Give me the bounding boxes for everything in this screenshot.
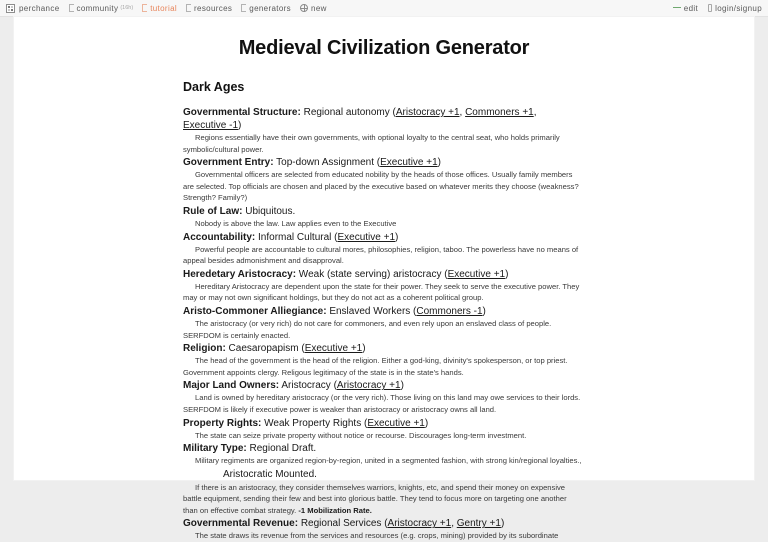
generator-entry-value: Informal Cultural ( xyxy=(255,231,338,243)
section-heading-dark-ages: Dark Ages xyxy=(183,80,245,94)
generator-entry-value-end: ) xyxy=(505,268,509,280)
generator-entry-description: Nobody is above the law. Law applies even to the Executive xyxy=(195,218,397,228)
book-icon xyxy=(186,4,191,12)
entry-governmental-revenue-description: The state draws its revenue from the services and resources (e.g. crops, mining) provided by its subordinate xyxy=(195,531,559,541)
book-icon xyxy=(241,4,246,12)
entry-governmental-revenue-modifiers xyxy=(388,518,501,529)
entry-military-sub-value: Aristocratic Mounted. xyxy=(223,468,317,480)
generator-entry-line xyxy=(183,417,582,430)
entry-governmental-revenue xyxy=(183,517,582,542)
generator-entry-line xyxy=(183,231,582,244)
entry-governmental-revenue-label: Governmental Revenue: xyxy=(183,518,299,530)
generator-entry-description: Regions essentially have their own governments, with optional loyalty to the central seat, who holds primarily symbolic/cultural power. xyxy=(183,133,560,154)
nav-item-tutorial-label: tutorial xyxy=(150,3,177,13)
generator-entry-value-end: ) xyxy=(437,157,442,169)
generator-entry-label: Religion: xyxy=(183,343,226,355)
stat-modifier: Aristocracy +1 xyxy=(395,107,460,118)
stat-modifier: Executive +1 xyxy=(380,157,438,169)
generator-entry xyxy=(183,305,582,341)
generator-entry xyxy=(183,205,582,230)
generator-entry-value: Enslaved Workers ( xyxy=(326,305,417,317)
generator-entry-line xyxy=(183,379,582,392)
nav-left-group xyxy=(6,4,663,13)
generator-entry xyxy=(183,106,582,155)
generator-entry xyxy=(183,156,582,204)
nav-item-brand[interactable] xyxy=(6,4,60,13)
stat-modifier: Aristocracy +1 xyxy=(387,518,452,530)
nav-item-generators[interactable] xyxy=(241,4,291,13)
nav-item-community-label: community xyxy=(76,3,119,13)
generator-entry-description: The aristocracy (or very rich) do not care for commoners, and even rely upon an enslaved class of people. SERFDOM is certainly enacted. xyxy=(183,318,552,340)
generator-entry-label: Major Land Owners: xyxy=(183,380,280,392)
generator-output-card xyxy=(14,17,754,541)
generator-entry-description: Land is owned by hereditary aristocracy (or the very rich). Those living on this land may owe services to their lords. SERFDOM is likely if executive power is weaker than aristocracy or aristocracy owns all land. xyxy=(183,393,581,414)
generator-entry-value-end: ) xyxy=(362,343,366,355)
top-navigation-bar xyxy=(0,0,768,17)
pencil-icon xyxy=(673,7,681,8)
generator-entry-line xyxy=(183,106,582,132)
entry-military-mobilization-modifier: -1 Mobilization Rate. xyxy=(298,505,372,515)
generator-entry-line xyxy=(183,205,582,218)
generator-entry-line xyxy=(183,342,582,355)
stat-modifier: Executive +1 xyxy=(304,343,363,355)
nav-item-community[interactable] xyxy=(69,4,134,13)
book-icon xyxy=(142,4,147,12)
nav-item-resources-label: resources xyxy=(194,3,233,13)
generator-entry-line xyxy=(183,305,582,318)
edit-button[interactable] xyxy=(673,4,698,13)
entry-list xyxy=(183,106,582,441)
login-signup-label: login/signup xyxy=(715,3,762,13)
entry-governmental-revenue-value-end: ) xyxy=(500,518,505,530)
stat-modifier: Commoners -1 xyxy=(416,305,483,317)
generator-entry-label: Aristo-Commoner Alliegiance: xyxy=(183,305,327,317)
generator-entry-description: Hereditary Aristocracy are dependent upon the state for their power. They seek to serve the executive power. They may or may not own significant holdings, but they do not act as a coherent political group. xyxy=(183,281,580,303)
entry-military-sub-description xyxy=(183,482,582,517)
user-icon xyxy=(708,4,712,12)
generator-content xyxy=(14,80,582,542)
entry-governmental-revenue-value: Regional Services ( xyxy=(300,518,388,530)
nav-item-resources[interactable] xyxy=(186,4,232,13)
generator-entry-modifiers xyxy=(337,232,395,243)
nav-item-generators-label: generators xyxy=(249,3,292,13)
stat-modifier: Executive +1 xyxy=(367,417,425,429)
generator-entry-description: The state can seize private property without notice or recourse. Discourages long-term investment. xyxy=(195,430,527,440)
perchance-logo-icon xyxy=(6,4,15,13)
generator-entry-modifiers xyxy=(447,268,509,280)
generator-entry-label: Rule of Law: xyxy=(183,205,243,217)
generator-entry xyxy=(183,342,582,378)
generator-entry-label: Accountability: xyxy=(183,231,256,243)
page-background xyxy=(0,17,768,541)
edit-button-label: edit xyxy=(683,3,699,13)
generator-entry-line xyxy=(183,156,582,169)
nav-item-new-label: new xyxy=(311,3,327,13)
generator-entry-modifiers xyxy=(367,418,425,429)
entry-military-sub-description-text: If there is an aristocracy, they consider themselves warriors, knights, etc, and spend their money on expensive battle equipment, sending their few and best into glorious battle. They tend to focus more on targeting one another than on effective combat strategy. xyxy=(183,482,567,515)
entry-military-type-line xyxy=(183,442,582,455)
modifier-separator: , xyxy=(451,518,457,530)
generator-entry xyxy=(183,268,582,304)
entry-governmental-revenue-line xyxy=(183,517,582,530)
modifier-separator: , xyxy=(533,107,537,118)
generator-entry-value: Aristocracy ( xyxy=(279,380,337,392)
generator-entry-value-end: ) xyxy=(424,417,429,429)
generator-entry-modifiers xyxy=(304,343,366,355)
stat-modifier: Executive +1 xyxy=(337,231,396,243)
generator-entry-value: Caesaropapism ( xyxy=(225,343,305,355)
generator-entry-line xyxy=(183,268,582,281)
nav-right-group xyxy=(663,4,762,13)
generator-entry-value: Regional autonomy ( xyxy=(300,107,396,118)
nav-item-community-badge: (16h) xyxy=(120,5,134,11)
generator-entry-value-end: ) xyxy=(482,305,486,317)
login-signup-button[interactable] xyxy=(708,4,762,13)
nav-item-tutorial[interactable] xyxy=(142,4,177,13)
generator-entry-modifiers xyxy=(380,157,438,168)
stat-modifier: Executive -1 xyxy=(183,120,239,131)
nav-item-new[interactable] xyxy=(300,4,327,13)
entry-military-type-label: Military Type: xyxy=(183,443,247,455)
generator-entry xyxy=(183,379,582,415)
entry-military-type-description: Military regiments are organized region-by-region, united in a segmented fashion, with strong kin/regional loyalties., xyxy=(195,456,582,466)
generator-entry-description: The head of the government is the head of the religion. Either a god-king, divinity's spokesperson, or top priest. Government appoints clergy. Religous legitimacy of the state is in the state's hands. xyxy=(183,356,568,377)
generator-entry-description: Powerful people are accountable to cultural mores, philosophies, religion, taboo. The powerless have no means of appeal besides admonishment and disapproval. xyxy=(183,244,579,266)
modifier-separator: , xyxy=(459,107,466,118)
generator-entry xyxy=(183,231,582,267)
nav-brand-label: perchance xyxy=(19,3,60,13)
generator-entry-modifiers xyxy=(416,306,482,317)
generator-entry-label: Property Rights: xyxy=(183,417,262,429)
stat-modifier: Gentry +1 xyxy=(456,518,501,530)
generator-entry-value-end: ) xyxy=(395,231,399,243)
generator-entry-label: Government Entry: xyxy=(183,157,274,169)
entry-military-type xyxy=(183,442,582,516)
book-icon xyxy=(69,4,74,12)
generator-entry-value: Ubiquitous. xyxy=(242,205,296,217)
generator-entry xyxy=(183,417,582,442)
globe-icon xyxy=(300,4,308,12)
entry-military-type-value: Regional Draft. xyxy=(249,443,317,455)
stat-modifier: Aristocracy +1 xyxy=(336,380,401,392)
generator-entry-value: Weak Property Rights ( xyxy=(261,417,368,429)
generator-entry-value: Top-down Assignment ( xyxy=(273,157,381,169)
generator-entry-value-end: ) xyxy=(238,120,242,131)
page-title: Medieval Civilization Generator xyxy=(238,37,530,59)
generator-entry-value-end: ) xyxy=(400,380,404,392)
generator-entry-label: Governmental Structure: xyxy=(183,107,301,118)
stat-modifier: Commoners +1 xyxy=(465,107,534,118)
generator-entry-label: Heredetary Aristocracy: xyxy=(183,268,297,280)
generator-entry-value: Weak (state serving) aristocracy ( xyxy=(296,268,448,280)
generator-entry-modifiers xyxy=(337,380,401,391)
stat-modifier: Executive +1 xyxy=(447,268,506,280)
generator-entry-description: Governmental officers are selected from educated nobility by the heads of those offices. Usually family members are selected. Top officials are chosen and placed by the executive based on whatever merits they choose (weakness? Strength? Family?) xyxy=(183,170,579,203)
